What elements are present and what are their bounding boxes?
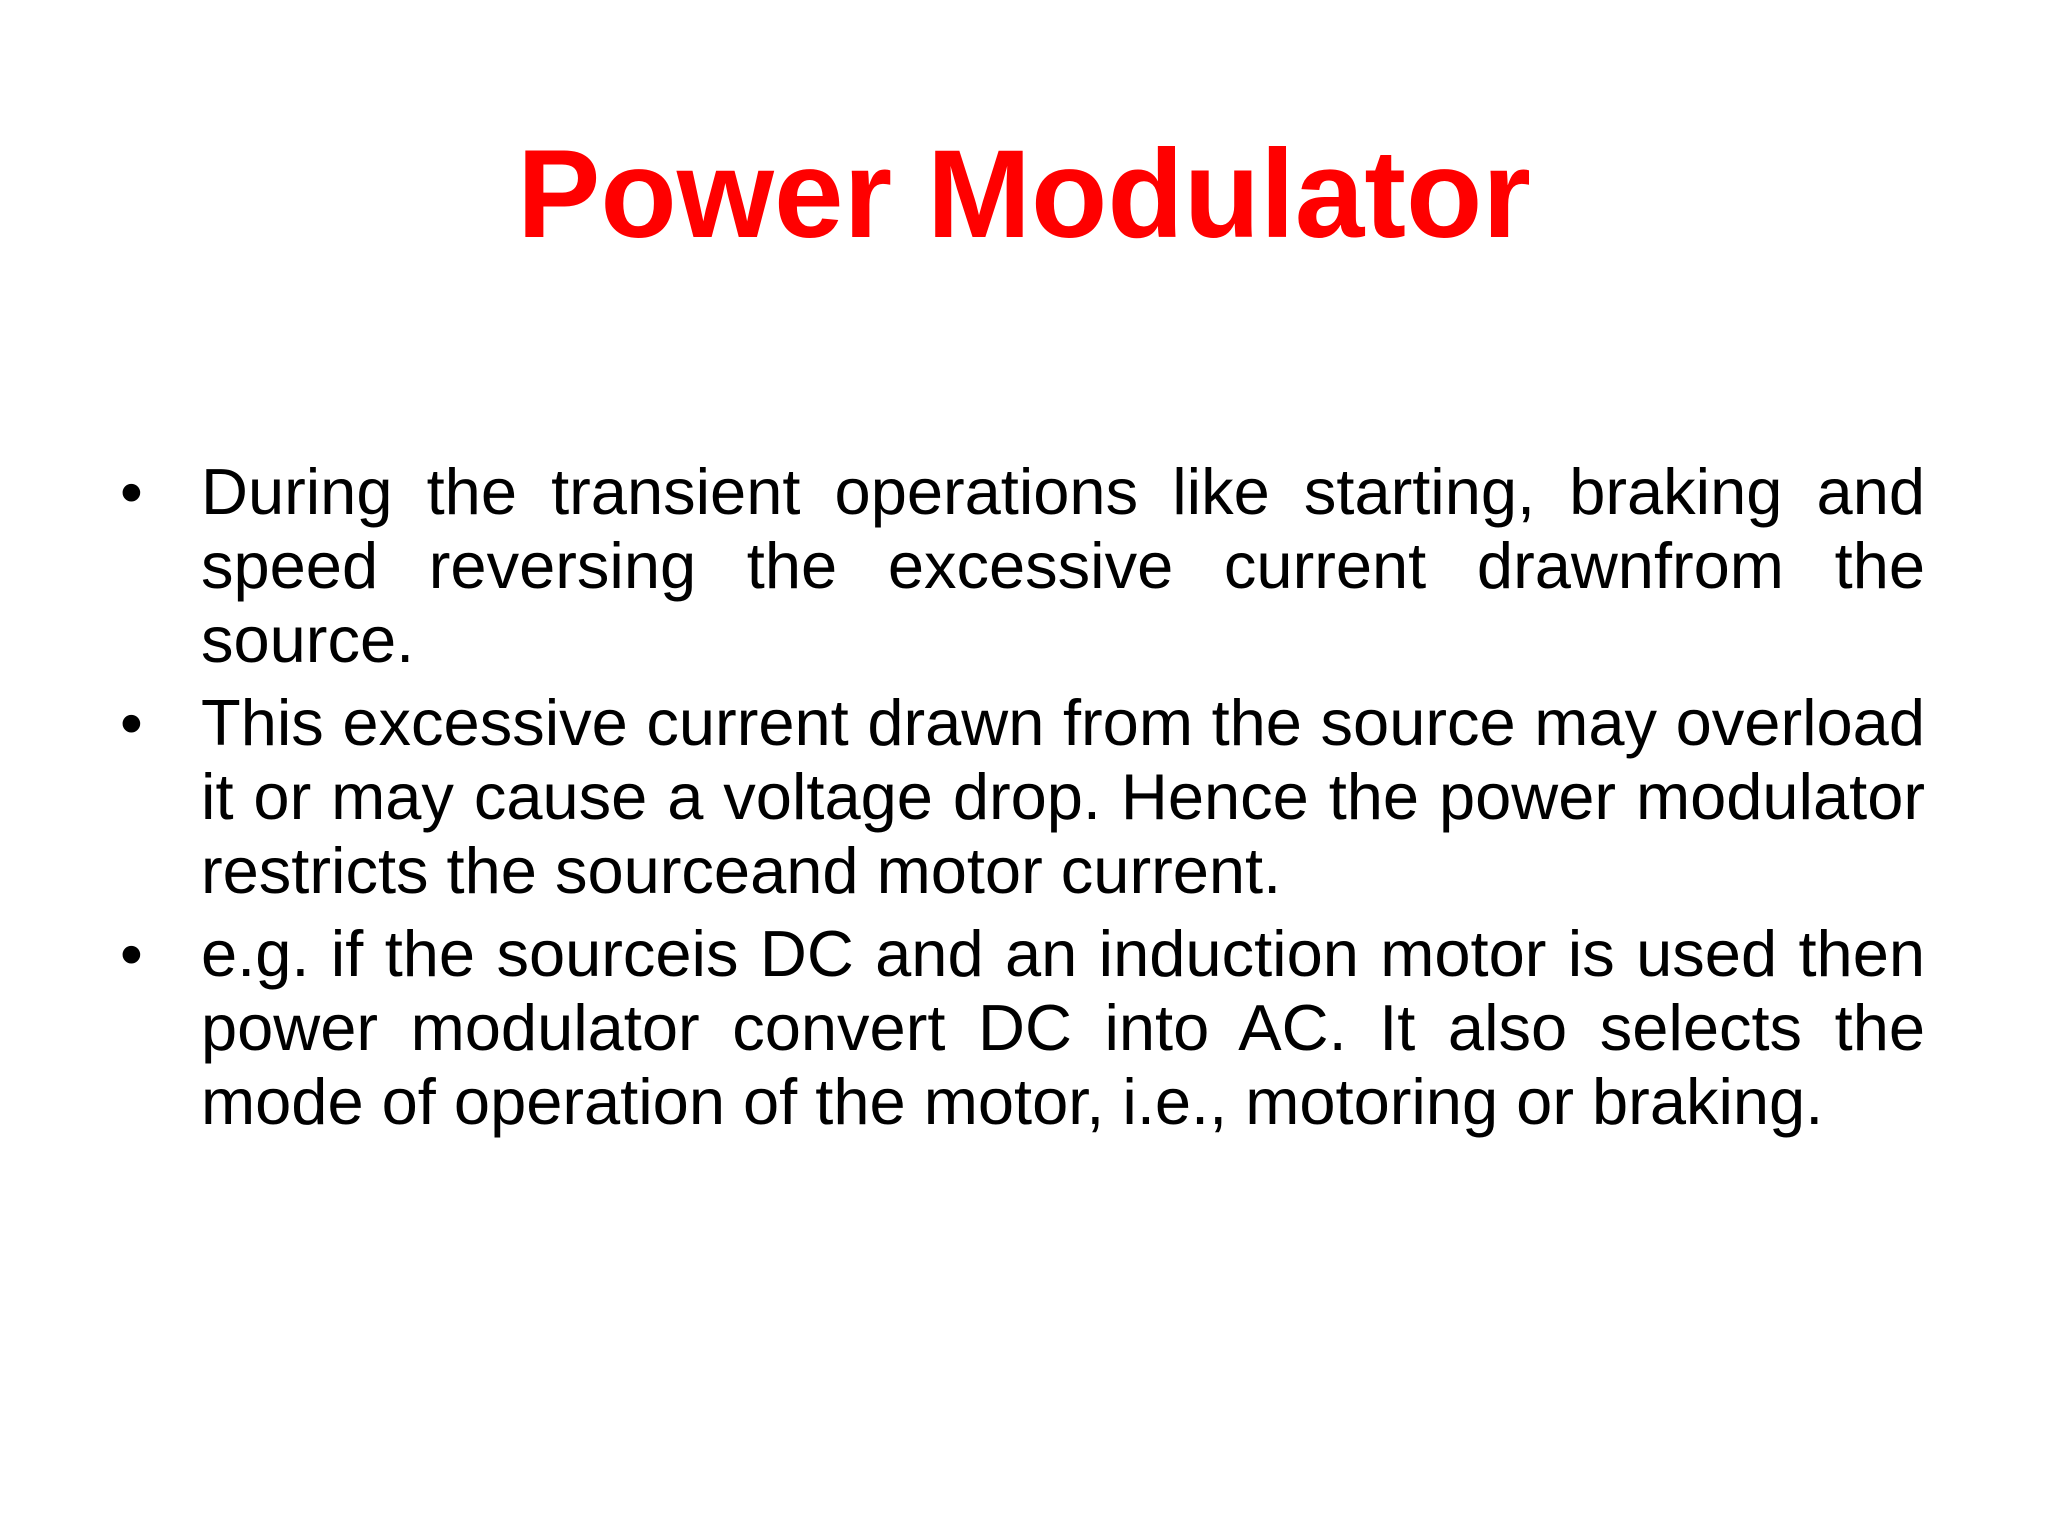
bullet-text: This excessive current drawn from the source may overload it or may cause a voltage drop. Hence the power modulator restricts the sourceand motor current.: [201, 686, 1925, 907]
bullet-text: e.g. if the sourceis DC and an induction motor is used then power modulator convert DC into AC. It also selects the mode of operation of the motor, i.e., motoring or braking.: [201, 917, 1925, 1138]
bullet-item: [120, 455, 1925, 677]
bullet-dot-icon: •: [120, 686, 143, 759]
bullet-item: [120, 686, 1925, 908]
bullet-item: [120, 917, 1925, 1139]
bullet-text: During the transient operations like starting, braking and speed reversing the excessive current drawnfrom the source.: [201, 455, 1925, 676]
bullet-dot-icon: •: [120, 455, 143, 528]
slide-title: Power Modulator: [517, 125, 1531, 264]
bullet-dot-icon: •: [120, 917, 143, 990]
bullet-list: [120, 455, 1925, 1148]
